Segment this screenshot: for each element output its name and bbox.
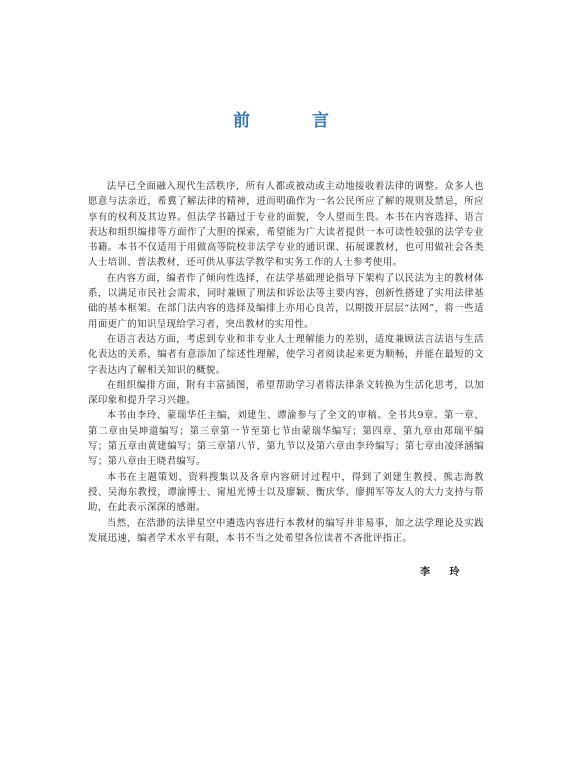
page-title: 前 言 <box>233 111 357 131</box>
preface-body <box>88 179 484 546</box>
paragraph-2: 在内容方面，编者作了倾向性选择，在法学基础理论指导下架构了以民法为主的教材体系，以满足市民社会需求，同时兼顾了刑法和诉讼法等主要内容，创新性搭建了实用法律基础的基本框架。在部门法内容的选择及编排上亦用心良苦，以期拨开层层“法网”，将一些适用面更广的知识呈现给学习者，突出教材的实用性。 <box>88 272 484 330</box>
paragraph-5: 本书由李玲、蒙瑞华任主编，刘建生、谭渝参与了全文的审稿。全书共9章。第一章、第二章由吴坤道编写；第三章第一节至第七节由蒙瑞华编写；第四章、第九章由郑瑞平编写；第五章由黄建编写；第三章第八节、第九节以及第六章由李玲编写；第七章由凌泽涵编写；第八章由王晓君编写。 <box>88 410 484 468</box>
paragraph-4: 在组织编排方面，附有丰富插图，希望帮助学习者将法律条文转换为生活化思考，以加深印象和提升学习兴趣。 <box>88 379 484 407</box>
paragraph-1: 法早已全面融入现代生活秩序，所有人都或被动或主动地接收着法律的调整。众多人也愿意与法亲近，希冀了解法律的精神，进而明确作为一名公民所应了解的规则及禁忌，所应享有的权利及其边界。但法学书籍过于专业的面貌，令人望而生畏。本书在内容选择、语言表达和组织编排等方面作了大胆的探索，希望能为广大读者提供一本可读性较强的法学专业书籍。本书不仅适用于用做高等院校非法学专业的通识课、拓展课教材，也可用做社会各类人士培训、普法教材，还可供从事法学教学和实务工作的人士参考使用。 <box>88 181 484 269</box>
paragraph-7: 当然，在浩渺的法律星空中遴选内容进行本教材的编写并非易事，加之法学理论及实践发展迅速，编者学术水平有限，本书不当之处希望各位读者不吝批评指正。 <box>88 517 484 544</box>
paragraph-3: 在语言表达方面，考虑到专业和非专业人士理解能力的差别，适度兼顾法言法语与生活化表达的关系，编者有意添加了综述性理解，使学习者阅读起来更为顺畅，并能在最短的文字表达内了解相关知识的概貌。 <box>88 333 484 376</box>
paragraph-6: 本书在主题策划、资料搜集以及各章内容研讨过程中，得到了刘建生教授、熊志海教授、吴海东教授，谭渝博士、甯旭光博士以及廖颖、衡庆华、廖拥军等友人的大力支持与帮助，在此表示深深的感谢。 <box>88 471 484 514</box>
author-signature: 李 玲 <box>420 567 468 578</box>
